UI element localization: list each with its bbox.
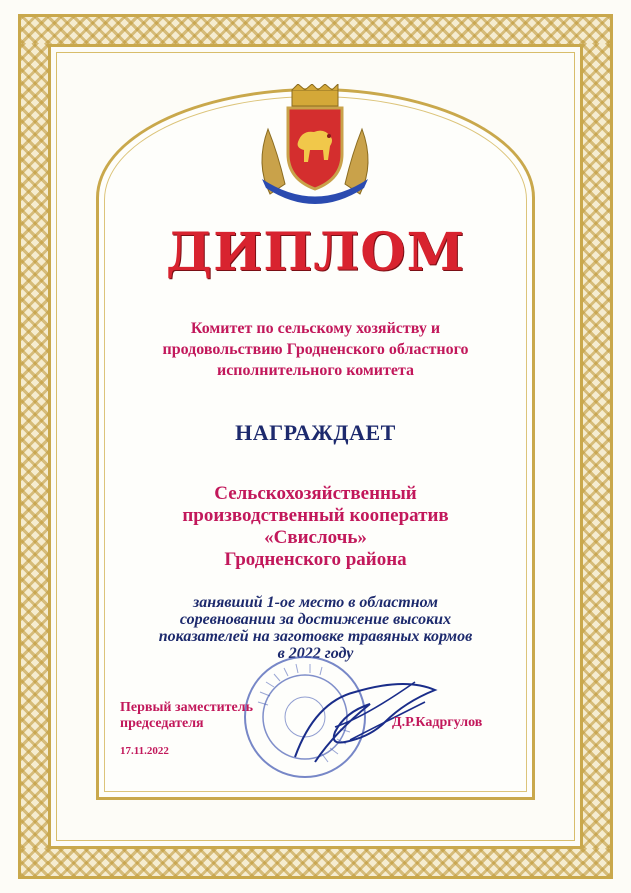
awards-heading: НАГРАЖДАЕТ xyxy=(235,420,396,445)
reason-line: соревновании за достижение высоких xyxy=(179,611,452,628)
recipient-block xyxy=(110,483,521,571)
recipient-line: производственный кооператив xyxy=(182,505,449,526)
recipient-line: Сельскохозяйственный xyxy=(214,483,417,504)
signatory-name: Д.Р.Кадргулов xyxy=(392,715,483,730)
reason-line: в 2022 году xyxy=(277,645,354,662)
reason-line: занявший 1-ое место в областном xyxy=(193,594,438,611)
recipient-line: Гродненского района xyxy=(224,549,407,570)
diploma-title: ДИПЛОМ xyxy=(165,222,466,283)
issuer-line: Комитет по сельскому хозяйству и xyxy=(190,320,441,337)
issuer-line: исполнительного комитета xyxy=(216,362,415,379)
issuer-line: продовольствию Гродненского областного xyxy=(162,341,469,358)
reason-line: показателей на заготовке травяных кормов xyxy=(158,628,473,645)
signatory-role-line: Первый заместитель xyxy=(120,700,253,715)
coat-of-arms-icon xyxy=(250,84,380,210)
signatory-role-line: председателя xyxy=(120,716,204,731)
issuer-block xyxy=(110,318,521,381)
recipient-line: «Свислочь» xyxy=(264,527,367,548)
signatory-role xyxy=(120,700,290,732)
issue-date: 17.11.2022 xyxy=(120,745,169,757)
